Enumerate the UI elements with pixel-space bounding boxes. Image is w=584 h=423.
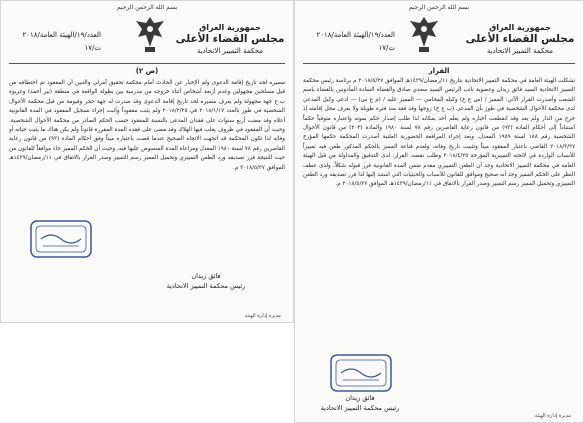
footer-note: مديرة إدارة الهيئة <box>244 313 281 319</box>
letterhead <box>465 23 575 55</box>
court-name: محكمة التمييز الاتحادية <box>486 47 554 55</box>
reference-block <box>305 29 395 55</box>
reference-number: العدد/١٩/الهيئة العامة/٢٠١٨ <box>316 31 395 39</box>
basmala: بسم الله الرحمن الرحيم <box>408 4 470 11</box>
country-name: جمهورية العراق <box>489 23 551 32</box>
council-name: مجلس القضاء الأعلى <box>175 33 285 45</box>
signature-block <box>305 393 415 413</box>
eagle-emblem-icon <box>405 13 443 55</box>
letterhead <box>175 23 285 55</box>
council-name: مجلس القضاء الأعلى <box>465 33 575 45</box>
document-page-1 <box>294 0 584 423</box>
page-number-label: (ص ٢) <box>135 67 159 75</box>
footer-note: مديرة إدارة الهيئة <box>534 413 571 419</box>
court-seal-icon <box>329 353 393 393</box>
signer-title: رئيس محكمة التمييز الاتحادية <box>166 282 246 290</box>
section-title: القرار <box>428 67 450 75</box>
header-divider <box>303 63 575 64</box>
reference-date: ت/١٧ <box>378 44 395 52</box>
header-divider <box>9 63 285 64</box>
signer-title: رئيس محكمة التمييز الاتحادية <box>320 404 400 412</box>
reference-date: ت/١٧ <box>84 44 101 52</box>
country-name: جمهورية العراق <box>199 23 261 32</box>
basmala: بسم الله الرحمن الرحيم <box>116 4 178 11</box>
signer-name: فائق زيدان <box>191 272 221 280</box>
court-seal-icon <box>29 219 93 259</box>
reference-number: العدد/١٩/الهيئة العامة/٢٠١٨ <box>22 31 101 39</box>
signer-name: فائق زيدان <box>345 394 375 402</box>
signature-block <box>151 271 261 291</box>
court-name: محكمة التمييز الاتحادية <box>196 47 264 55</box>
reference-block <box>11 29 101 55</box>
decision-body: مصيره لحد تاريخ إقامة الدعوى ولم الإخبار عن الحادث أمام محكمة تحقيق آمرلي والتبين أن المفقود تم اختطافه من قبل مسلحين مجهولين وعدم أربعة أشخاص أثناء خروجه من مدرسة بين بطولة الواقعة في منطقة (بير أحمد) وعريوة ب.ج جهة مجهولة ولم يعرف مصيره لحد تاريخ إقامة الدعوى وقد صدرت له جهة حجز وقيومة من قبل محكمة الأحوال الشخصية في طوز بالعدد ٢٠١٨/١/١٧ في ٢٠١٨/٢/٢٥ ولم يثبت مفقوداً وأثبت إجراء تسجيل المفقود في المدة القانونية أعلاه وقد مضت أربع سنوات على فقدان المدعى بالنسبة للمفقود حسب الحكم الصادر من محكمة الأحوال الشخصية، وحيث أن المفقود في ظروف يغلب فيها الهلاك وقد مضى على فقده المدة المقررة قانوناً ولم يكن هناك ما يثبت حياته أو وفاته لذا تكون المحكمة قد اتجهت الاتجاه الصحيح عندما قضت باعتباره ميتاً وفق أحكام المادة (٩٣) من قانون رعاية القاصرين رقم ٧٨ لسنة ١٩٨٠ المعدل ومراعاة المدة المنصوص عليها فيه، وحيث أن الحكم المميز جاء موافقاً للقانون من حيث النتيجة قرر تصديقه ورد الطعن التمييزي وتحميل المميز رسم التمييز وصدر القرار بالاتفاق في ١١/رمضان/١٤٣٩هـ الموافق ٢٠١٨/٥/٢٧ م. <box>9 80 285 171</box>
eagle-emblem-icon <box>131 13 169 55</box>
decision-body: تشكلت الهيئة العامة في محكمة التمييز الاتحادية بتاريخ ١١/رمضان/١٤٣٩هـ الموافق ٢٠١٨/٥/٢٧ م برئاسة رئيس محكمة التمييز الاتحادية السيد فائق زيدان وعضوية نائب الرئيس السيد سعدي صادق والقضاة السادة المأذونين بالقضاء باسم الشعب وأصدرت القرار الآتي: المميز / (س ع خ) وكيله المحامي — المميز عليه / (م ع س) — ادعى وكيل المدعي لدى محكمة الأحوال الشخصية في طوز بأن المدعى (ب ع خ) زوجها وقد فقد منذ فترة طويلة ولا يعرف محل إقامته إذ خرج من الدار ولم يعد وقد انقطعت أخباره ولم يعلم أحد بمكانه لذا طلب إصدار حكم بموته واعتباره متوفياً حكماً استناداً إلى أحكام المادة (٩٣) من قانون رعاية القاصرين رقم ٧٨ لسنة ١٩٨٠ والمادة (٢٠٣) من قانون الأحوال الشخصية رقم ١٨٨ لسنة ١٩٥٩ المعدل، وبعد إجراء المرافعة الحضورية العلنية أصدرت المحكمة حكمها المؤرخ ٢٠١٨/٣/٢٧ القاضي باعتبار المفقود ميتاً وتثبيت تاريخ وفاته، ولعدم قناعة المميز بالحكم المذكور طعن فيه تمييزاً للأسباب الواردة في لائحته التمييزية المؤرخة ٢٠١٨/٤/٢٥ وطلب نقضه. القرار: لدى التدقيق والمداولة من قبل الهيئة العامة في محكمة التمييز الاتحادية وجد أن الطعن التمييزي مقدم ضمن المدة القانونية قرر قبوله شكلاً، ولدى عطف النظر على الحكم المميز وجد أنه صحيح وموافق للقانون للأسباب والحيثيات التي استند إليها لذا قرر تصديقه ورد الطعن التمييزي وتحميل المميز رسم التمييز وصدر القرار بالاتفاق في ١١/رمضان/١٤٣٩هـ الموافق ٢٠١٨/٥/٢٧ م. <box>303 78 575 188</box>
document-page-2 <box>0 0 294 323</box>
